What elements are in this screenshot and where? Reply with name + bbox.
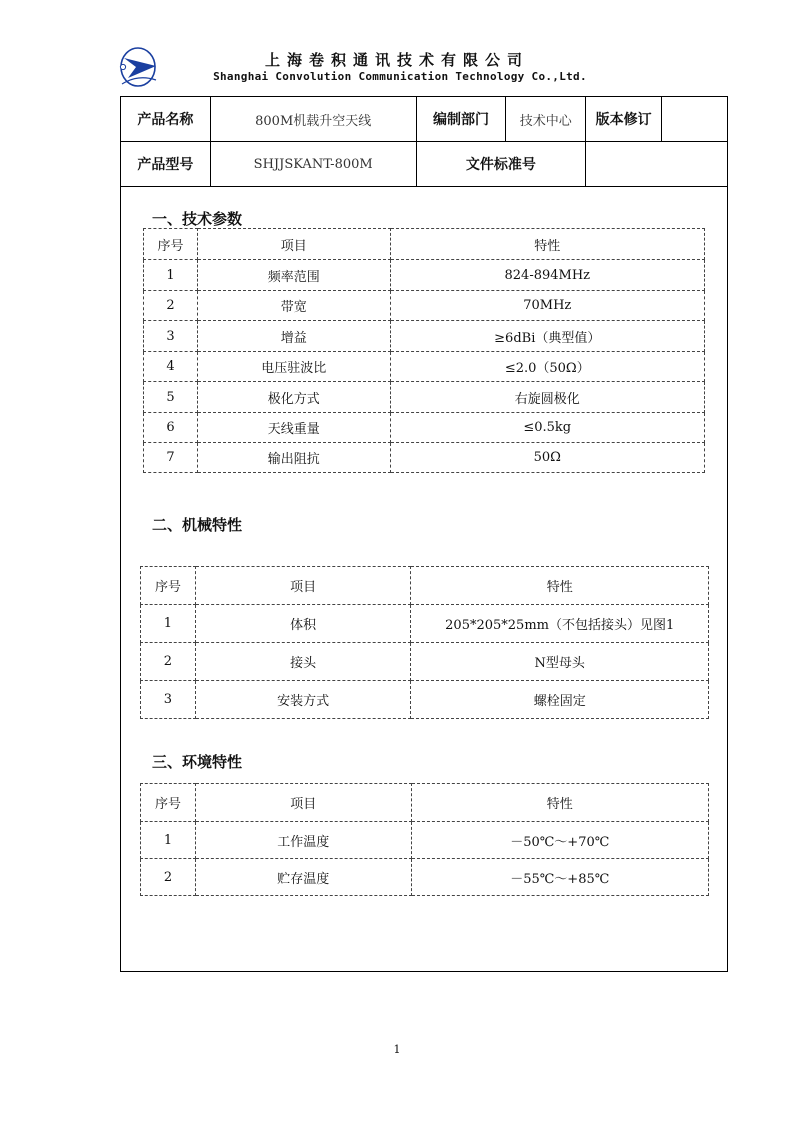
revision-label: 版本修订 xyxy=(586,97,662,142)
row-value: 螺栓固定 xyxy=(411,681,709,719)
table-row xyxy=(141,605,709,643)
doc-no-label: 文件标准号 xyxy=(416,142,586,187)
table-row xyxy=(141,681,709,719)
table-header-row xyxy=(141,567,709,605)
table-row xyxy=(144,413,705,443)
dept-label: 编制部门 xyxy=(416,97,506,142)
table-row xyxy=(144,291,705,321)
tech-params-table xyxy=(143,228,705,473)
env-params-table xyxy=(140,783,709,896)
row-item: 体积 xyxy=(195,605,411,643)
table-row xyxy=(141,822,709,859)
row-index: 1 xyxy=(141,822,196,859)
row-value: 50Ω xyxy=(390,443,704,473)
row-item: 天线重量 xyxy=(197,413,390,443)
section-title-tech: 一、技术参数 xyxy=(152,210,243,228)
revision-value xyxy=(662,97,728,142)
row-index: 1 xyxy=(144,260,198,291)
column-header: 特性 xyxy=(411,567,709,605)
row-item: 贮存温度 xyxy=(195,859,411,896)
model-label: 产品型号 xyxy=(121,142,211,187)
product-name-label: 产品名称 xyxy=(121,97,211,142)
column-header: 项目 xyxy=(195,784,411,822)
row-index: 2 xyxy=(141,643,196,681)
column-header: 特性 xyxy=(390,229,704,260)
table-row xyxy=(144,443,705,473)
table-header-row xyxy=(141,784,709,822)
row-item: 增益 xyxy=(197,321,390,352)
table-row xyxy=(141,643,709,681)
document-header-table xyxy=(120,96,728,187)
row-index: 3 xyxy=(144,321,198,352)
table-row xyxy=(141,859,709,896)
row-item: 安装方式 xyxy=(195,681,411,719)
row-value: －55℃～+85℃ xyxy=(411,859,709,896)
row-index: 2 xyxy=(141,859,196,896)
row-value: ≤0.5kg xyxy=(390,413,704,443)
doc-no-value xyxy=(586,142,728,187)
row-value: 右旋圆极化 xyxy=(390,382,704,413)
company-name-en: Shanghai Convolution Communication Technology Co.,Ltd. xyxy=(213,70,587,83)
row-item: 带宽 xyxy=(197,291,390,321)
row-value: N型母头 xyxy=(411,643,709,681)
row-index: 1 xyxy=(141,605,196,643)
row-value: ≥6dBi（典型值） xyxy=(390,321,704,352)
row-item: 输出阻抗 xyxy=(197,443,390,473)
row-index: 7 xyxy=(144,443,198,473)
product-name-value: 800M机载升空天线 xyxy=(210,97,416,142)
company-name-cn: 上海卷积通讯技术有限公司 xyxy=(264,51,529,69)
row-index: 5 xyxy=(144,382,198,413)
row-index: 4 xyxy=(144,352,198,382)
mech-params-table xyxy=(140,566,709,719)
column-header: 项目 xyxy=(197,229,390,260)
row-item: 电压驻波比 xyxy=(197,352,390,382)
column-header: 序号 xyxy=(141,567,196,605)
table-row xyxy=(144,382,705,413)
column-header: 序号 xyxy=(141,784,196,822)
table-row xyxy=(144,352,705,382)
row-value: 824-894MHz xyxy=(390,260,704,291)
row-item: 工作温度 xyxy=(195,822,411,859)
row-value: ≤2.0（50Ω） xyxy=(390,352,704,382)
row-value: 205*205*25mm（不包括接头）见图1 xyxy=(411,605,709,643)
table-row xyxy=(144,321,705,352)
row-value: 70MHz xyxy=(390,291,704,321)
row-index: 3 xyxy=(141,681,196,719)
row-index: 2 xyxy=(144,291,198,321)
row-index: 6 xyxy=(144,413,198,443)
column-header: 序号 xyxy=(144,229,198,260)
row-item: 极化方式 xyxy=(197,382,390,413)
model-value: SHJJSKANT-800M xyxy=(210,142,416,187)
dept-value: 技术中心 xyxy=(506,97,586,142)
section-title-mech: 二、机械特性 xyxy=(152,516,243,534)
row-value: －50℃～+70℃ xyxy=(411,822,709,859)
page-number: 1 xyxy=(393,1043,401,1056)
section-title-env: 三、环境特性 xyxy=(152,753,243,771)
row-item: 频率范围 xyxy=(197,260,390,291)
column-header: 项目 xyxy=(195,567,411,605)
row-item: 接头 xyxy=(195,643,411,681)
column-header: 特性 xyxy=(411,784,709,822)
table-header-row xyxy=(144,229,705,260)
table-row xyxy=(144,260,705,291)
